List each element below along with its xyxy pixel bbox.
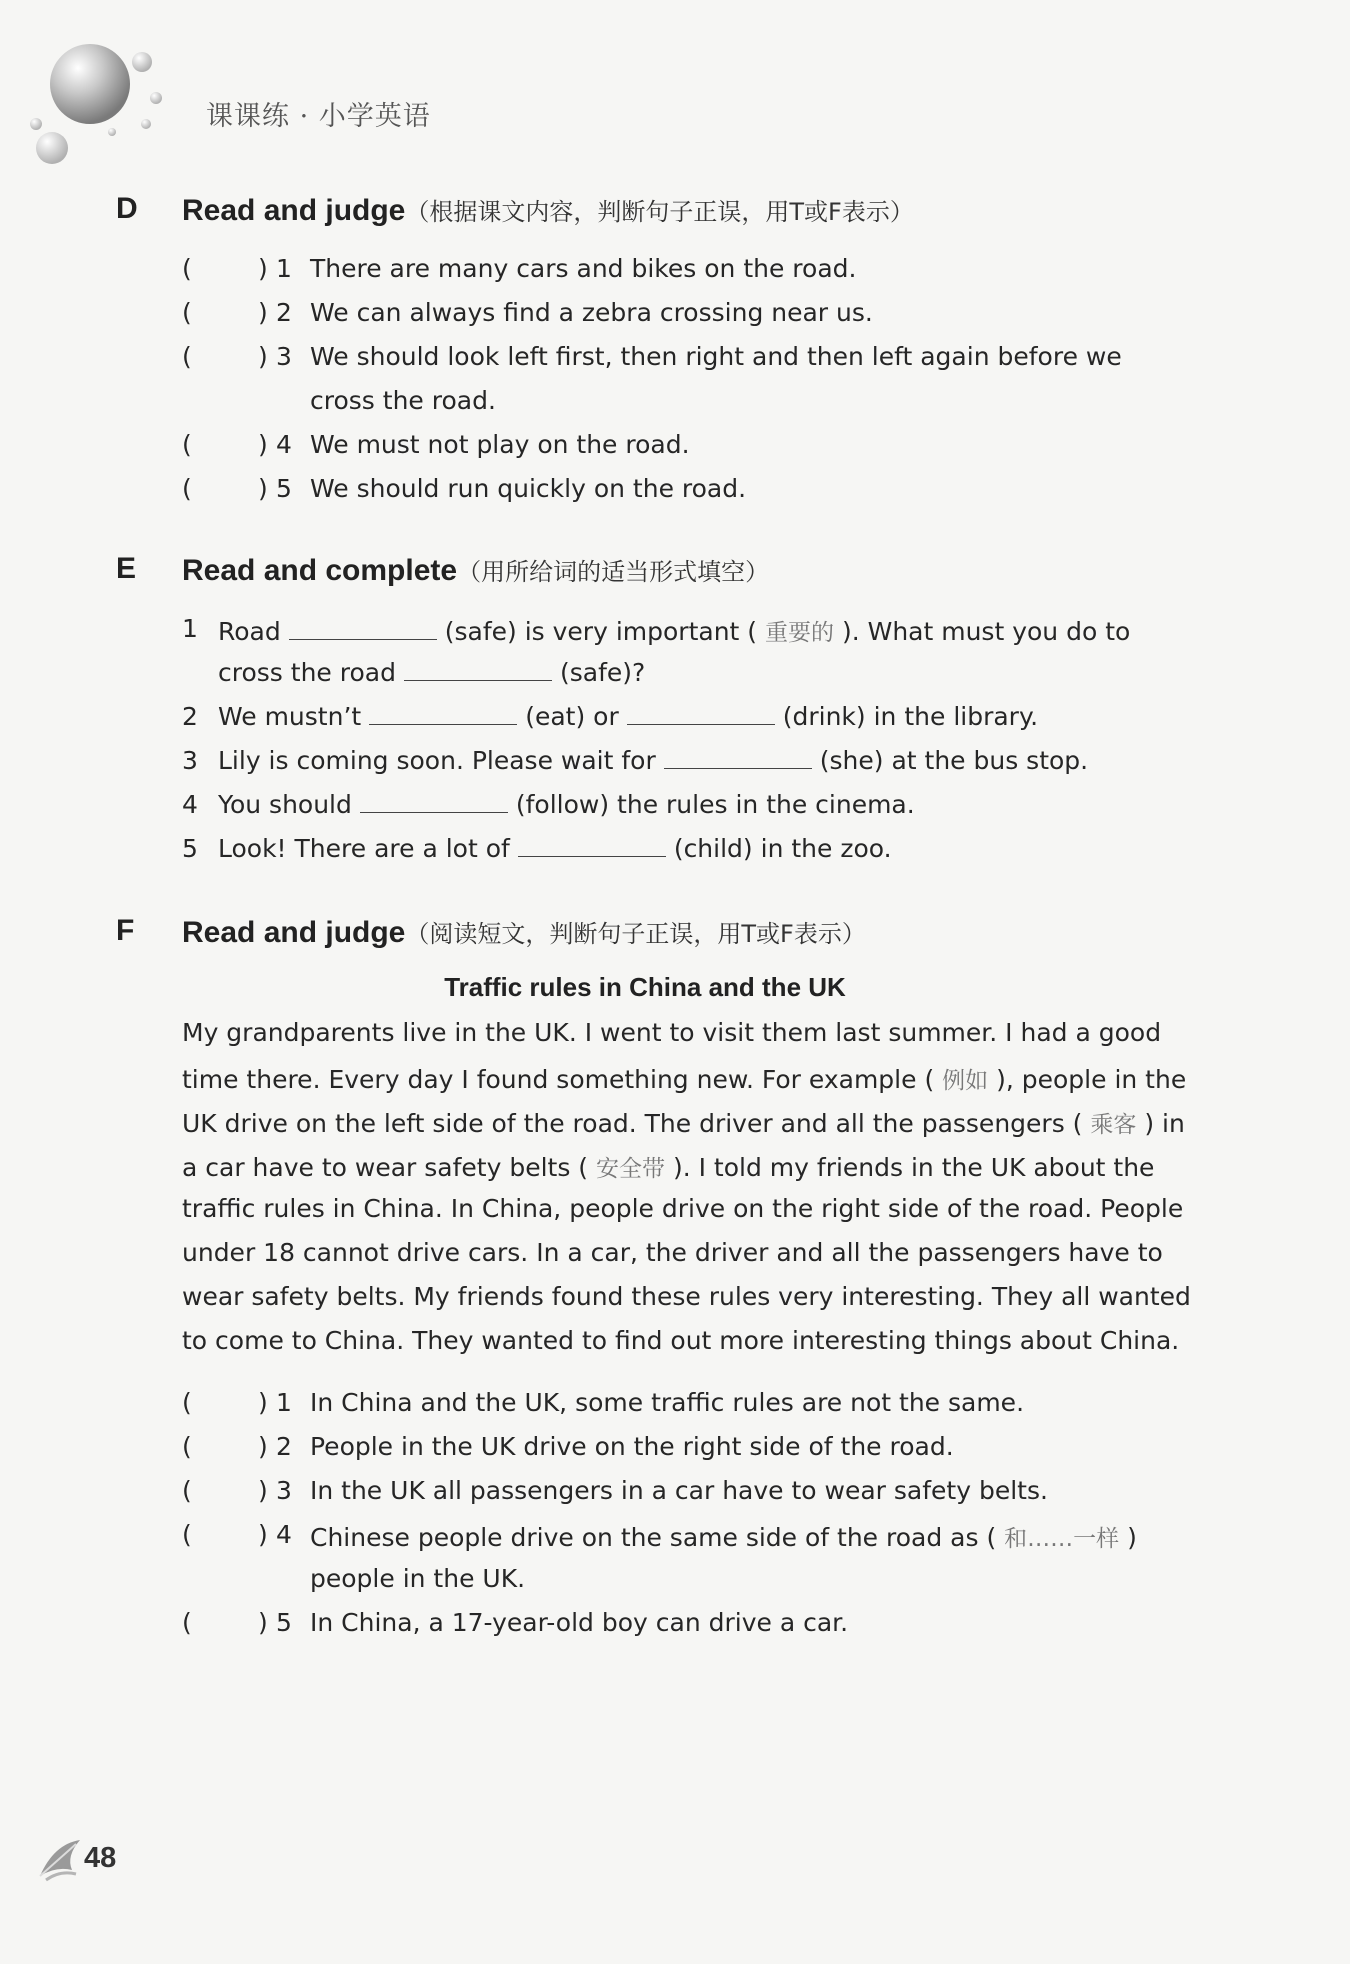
item-number: 4 [182, 790, 198, 819]
answer-blank[interactable] [360, 790, 508, 813]
text-segment: ). What must you do to [841, 617, 1131, 646]
item-text: We can always find a zebra crossing near us. [310, 298, 873, 327]
heading-english: Read and judge [182, 194, 406, 227]
item-text: We must not play on the road. [310, 430, 690, 459]
section-heading [182, 552, 769, 588]
answer-paren-open: ( [182, 1608, 192, 1637]
chinese-gloss: 重要的 [765, 620, 834, 646]
item-text: In China, a 17-year-old boy can drive a car. [310, 1608, 849, 1637]
item-number: 2 [276, 1432, 292, 1461]
answer-blank[interactable] [289, 617, 437, 640]
answer-blank[interactable] [664, 746, 812, 769]
text-segment: time there. Every day I found something new. For example ( [182, 1065, 935, 1094]
heading-english: Read and judge [182, 916, 406, 949]
item-text: People in the UK drive on the right side of the road. [310, 1432, 954, 1461]
passage-line [182, 1150, 1154, 1183]
answer-paren-close: ) [258, 1432, 268, 1461]
text-segment: cross the road [218, 658, 396, 687]
item-text-continued [218, 658, 645, 687]
heading-chinese: （根据课文内容，判断句子正误，用T或F表示） [405, 198, 914, 226]
passage-line: wear safety belts. My friends found these rules very interesting. They all wanted [182, 1282, 1191, 1311]
page-number: 48 [84, 1842, 117, 1874]
item-number: 3 [276, 1476, 292, 1505]
text-segment: Lily is coming soon. Please wait for [218, 746, 656, 775]
book-series-title: 课课练 · 小学英语 [206, 101, 431, 132]
item-number: 4 [276, 1520, 292, 1549]
heading-english: Read and complete [182, 554, 458, 587]
item-text [218, 746, 1088, 775]
page-footer [36, 1836, 136, 1886]
item-number: 2 [276, 298, 292, 327]
heading-chinese: （阅读短文，判断句子正误，用T或F表示） [405, 920, 866, 948]
answer-blank[interactable] [369, 702, 517, 725]
answer-paren-close: ) [258, 1476, 268, 1505]
word-hint: (eat) or [525, 702, 619, 731]
answer-paren-close: ) [258, 342, 268, 371]
text-segment: ) in [1144, 1109, 1185, 1138]
item-text [218, 614, 1130, 647]
item-text [218, 702, 1038, 731]
answer-paren-open: ( [182, 254, 192, 283]
item-number: 4 [276, 430, 292, 459]
answer-paren-open: ( [182, 1388, 192, 1417]
item-number: 5 [276, 474, 292, 503]
answer-paren-open: ( [182, 474, 192, 503]
item-number: 3 [182, 746, 198, 775]
item-number: 1 [276, 1388, 292, 1417]
passage-line: My grandparents live in the UK. I went to visit them last summer. I had a good [182, 1018, 1162, 1047]
chinese-gloss: 乘客 [1090, 1112, 1137, 1138]
answer-paren-open: ( [182, 298, 192, 327]
answer-paren-close: ) [258, 1520, 268, 1549]
item-text: In China and the UK, some traffic rules are not the same. [310, 1388, 1025, 1417]
text-segment: Look! There are a lot of [218, 834, 510, 863]
answer-paren-open: ( [182, 1432, 192, 1461]
text-segment: Chinese people drive on the same side of the road as ( [310, 1523, 997, 1552]
item-text-continued: cross the road. [310, 386, 496, 415]
item-text: We should look left first, then right and then left again before we [310, 342, 1122, 371]
word-hint: (drink) in the library. [782, 702, 1039, 731]
word-hint: (safe) is very important ( [444, 617, 758, 646]
word-hint: (follow) the rules in the cinema. [515, 790, 915, 819]
section-heading [182, 192, 914, 228]
chinese-gloss: 例如 [942, 1068, 989, 1094]
item-text [218, 790, 915, 819]
section-letter: F [116, 914, 135, 947]
item-number: 1 [182, 614, 198, 643]
answer-paren-open: ( [182, 1476, 192, 1505]
item-number: 1 [276, 254, 292, 283]
text-segment: UK drive on the left side of the road. The driver and all the passengers ( [182, 1109, 1083, 1138]
item-text: There are many cars and bikes on the road. [310, 254, 857, 283]
word-hint: (child) in the zoo. [673, 834, 892, 863]
section-heading [182, 914, 866, 950]
answer-paren-close: ) [258, 254, 268, 283]
passage-line: under 18 cannot drive cars. In a car, the driver and all the passengers have to [182, 1238, 1163, 1267]
passage-line [182, 1062, 1186, 1095]
item-text: We should run quickly on the road. [310, 474, 747, 503]
section-letter: E [116, 552, 137, 585]
chinese-gloss: 和……一样 [1004, 1526, 1120, 1552]
passage-line [182, 1106, 1185, 1139]
answer-paren-close: ) [258, 1388, 268, 1417]
item-text [218, 834, 892, 863]
leaf-decoration-icon [36, 1836, 84, 1884]
text-segment: You should [218, 790, 352, 819]
heading-chinese: （用所给词的适当形式填空） [457, 558, 770, 586]
answer-blank[interactable] [518, 834, 666, 857]
passage-title: Traffic rules in China and the UK [444, 972, 846, 1002]
word-hint: (she) at the bus stop. [819, 746, 1089, 775]
answer-paren-open: ( [182, 1520, 192, 1549]
answer-paren-close: ) [258, 474, 268, 503]
answer-blank[interactable] [627, 702, 775, 725]
text-segment: ). I told my friends in the UK about the [672, 1153, 1155, 1182]
answer-paren-open: ( [182, 430, 192, 459]
item-number: 5 [182, 834, 198, 863]
answer-paren-close: ) [258, 1608, 268, 1637]
chinese-gloss: 安全带 [596, 1156, 666, 1182]
passage-line: to come to China. They wanted to find out more interesting things about China. [182, 1326, 1180, 1355]
answer-paren-open: ( [182, 342, 192, 371]
answer-blank[interactable] [404, 658, 552, 681]
item-text [310, 1520, 1137, 1553]
text-segment: We mustn’t [218, 702, 362, 731]
item-number: 2 [182, 702, 198, 731]
item-number: 3 [276, 342, 292, 371]
text-segment: ), people in the [996, 1065, 1187, 1094]
item-text-continued: people in the UK. [310, 1564, 526, 1593]
word-hint: (safe)? [559, 658, 646, 687]
text-segment: ) [1127, 1523, 1137, 1552]
section-letter: D [116, 192, 138, 225]
item-text: In the UK all passengers in a car have to wear safety belts. [310, 1476, 1048, 1505]
text-segment: Road [218, 617, 281, 646]
bubble-decoration-icon [20, 36, 170, 176]
answer-paren-close: ) [258, 430, 268, 459]
text-segment: a car have to wear safety belts ( [182, 1153, 589, 1182]
passage-line: traffic rules in China. In China, people drive on the right side of the road. People [182, 1194, 1184, 1223]
item-number: 5 [276, 1608, 292, 1637]
answer-paren-close: ) [258, 298, 268, 327]
